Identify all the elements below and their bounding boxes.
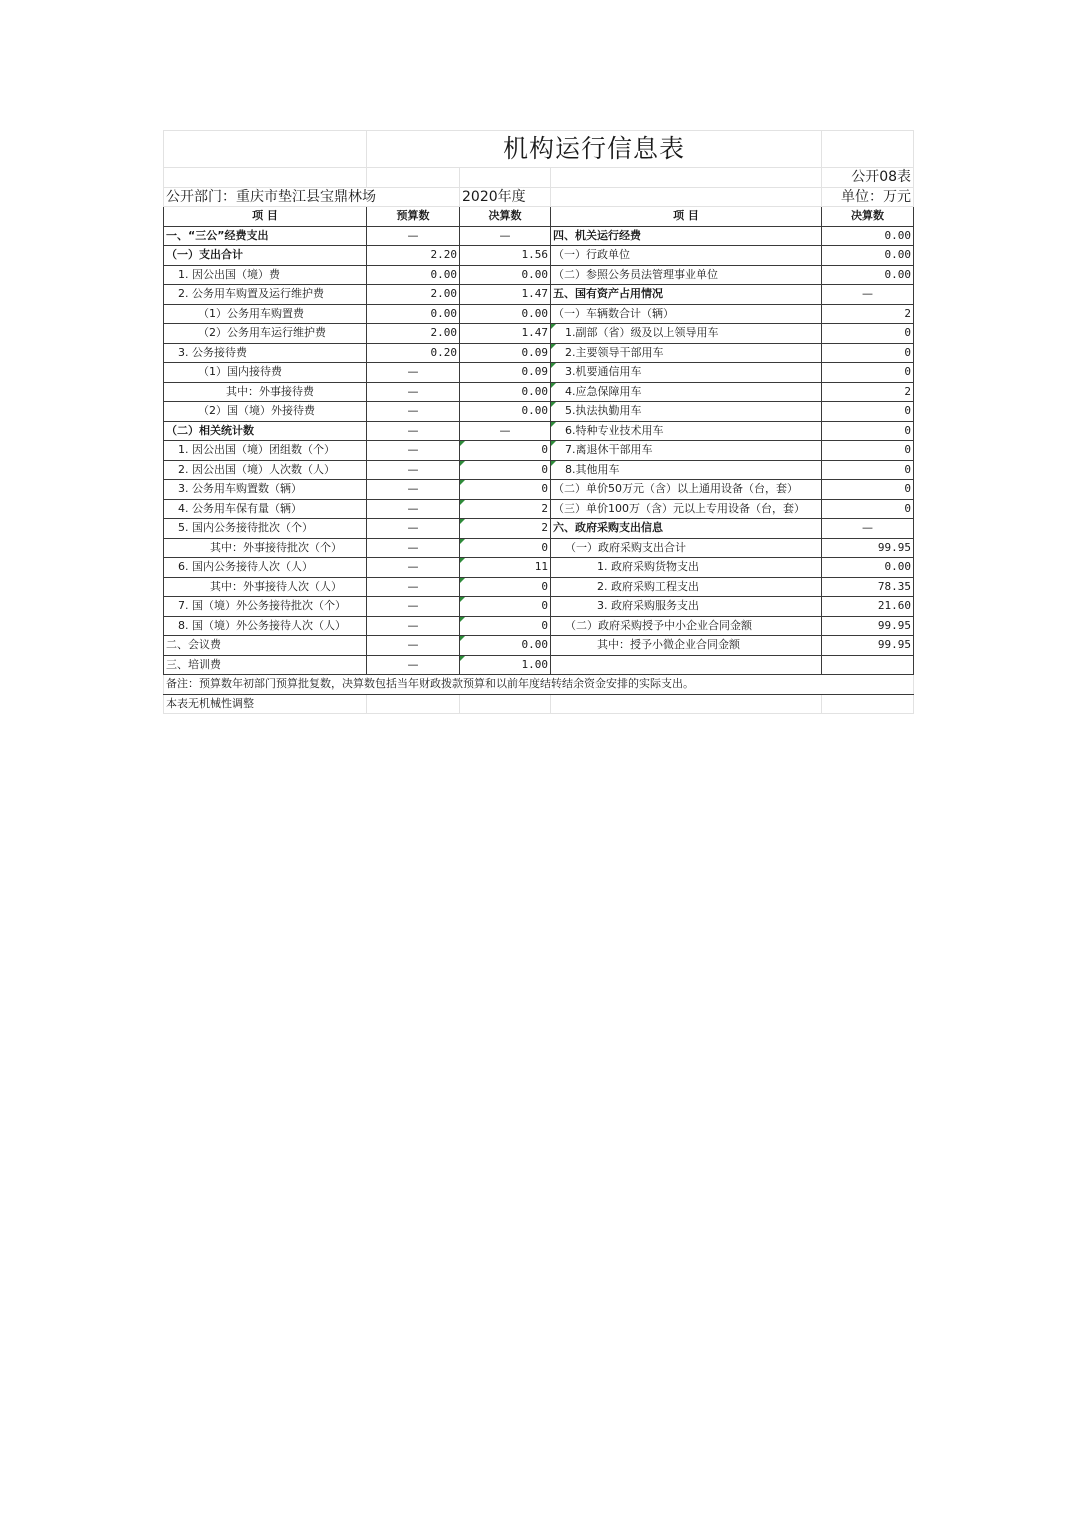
item-left: 3. 公务接待费	[164, 343, 367, 363]
item-left: 其中：外事接待人次（人）	[164, 577, 367, 597]
table-row	[164, 343, 914, 363]
final-value-right: 0.00	[822, 226, 914, 246]
item-left: 2. 公务用车购置及运行维护费	[164, 285, 367, 305]
budget-value: 2.20	[367, 246, 460, 266]
item-left: 一、“三公”经费支出	[164, 226, 367, 246]
table-row	[164, 441, 914, 461]
final-value: 0.00	[460, 265, 551, 285]
table-row	[164, 558, 914, 578]
final-value: 0.00	[460, 636, 551, 656]
final-value: 0	[460, 577, 551, 597]
item-left: 三、培训费	[164, 655, 367, 675]
final-value-right: 99.95	[822, 538, 914, 558]
table-row	[164, 597, 914, 617]
header-row	[164, 207, 914, 227]
page-title: 机构运行信息表	[367, 131, 822, 168]
budget-value: —	[367, 538, 460, 558]
empty-cell	[460, 694, 551, 714]
item-left: 其中：外事接待费	[164, 382, 367, 402]
final-value: 0.09	[460, 343, 551, 363]
budget-value: —	[367, 441, 460, 461]
header-item-left: 项 目	[164, 207, 367, 227]
item-right: （一）行政单位	[551, 246, 822, 266]
department-label: 公开部门：重庆市垫江县宝鼎林场	[164, 187, 460, 207]
budget-value: —	[367, 616, 460, 636]
budget-value: —	[367, 597, 460, 617]
item-left: 1. 因公出国（境）费	[164, 265, 367, 285]
budget-value: —	[367, 655, 460, 675]
form-no-row	[164, 168, 914, 188]
final-value-right: 0.00	[822, 246, 914, 266]
item-left: （一）支出合计	[164, 246, 367, 266]
table-row	[164, 636, 914, 656]
budget-value: —	[367, 421, 460, 441]
header-item-right: 项 目	[551, 207, 822, 227]
table-row	[164, 480, 914, 500]
item-right: 8.其他用车	[551, 460, 822, 480]
final-value-right: 0	[822, 402, 914, 422]
final-value: 0.00	[460, 402, 551, 422]
info-table	[163, 130, 914, 714]
item-left: 6. 国内公务接待人次（人）	[164, 558, 367, 578]
table-row	[164, 538, 914, 558]
final-value-right: 2	[822, 382, 914, 402]
item-left: 其中：外事接待批次（个）	[164, 538, 367, 558]
table-row	[164, 655, 914, 675]
item-right: （一）车辆数合计（辆）	[551, 304, 822, 324]
final-value: 0	[460, 460, 551, 480]
footer-row	[164, 694, 914, 714]
budget-value: 0.20	[367, 343, 460, 363]
budget-value: —	[367, 519, 460, 539]
table-row	[164, 382, 914, 402]
budget-value: —	[367, 402, 460, 422]
item-left: 7. 国（境）外公务接待批次（个）	[164, 597, 367, 617]
budget-value: —	[367, 636, 460, 656]
final-value: 1.00	[460, 655, 551, 675]
budget-value: —	[367, 499, 460, 519]
info-sheet	[163, 130, 913, 714]
final-value-right: 0	[822, 421, 914, 441]
final-value-right: 99.95	[822, 616, 914, 636]
item-left: 1. 因公出国（境）团组数（个）	[164, 441, 367, 461]
header-final-right: 决算数	[822, 207, 914, 227]
final-value: 2	[460, 519, 551, 539]
table-row	[164, 265, 914, 285]
final-value: 0	[460, 616, 551, 636]
item-right: 五、国有资产占用情况	[551, 285, 822, 305]
item-left: 5. 国内公务接待批次（个）	[164, 519, 367, 539]
item-right: 3.机要通信用车	[551, 363, 822, 383]
final-value: 1.56	[460, 246, 551, 266]
final-value-right: 0	[822, 343, 914, 363]
table-row	[164, 246, 914, 266]
final-value: 1.47	[460, 285, 551, 305]
budget-value: 2.00	[367, 285, 460, 305]
item-left: 8. 国（境）外公务接待人次（人）	[164, 616, 367, 636]
item-right: 1. 政府采购货物支出	[551, 558, 822, 578]
budget-value: —	[367, 460, 460, 480]
final-value: 0.09	[460, 363, 551, 383]
final-value-right: 0	[822, 363, 914, 383]
item-right: 2.主要领导干部用车	[551, 343, 822, 363]
final-value-right: 78.35	[822, 577, 914, 597]
item-left: （1）公务用车购置费	[164, 304, 367, 324]
table-row	[164, 616, 914, 636]
final-value-right: 21.60	[822, 597, 914, 617]
budget-value: —	[367, 363, 460, 383]
final-value: 1.47	[460, 324, 551, 344]
final-value: 0.00	[460, 382, 551, 402]
final-value: 0	[460, 597, 551, 617]
budget-value: 0.00	[367, 265, 460, 285]
final-value-right	[822, 655, 914, 675]
final-value-right: 0	[822, 460, 914, 480]
item-right: 1.副部（省）级及以上领导用车	[551, 324, 822, 344]
final-value: 2	[460, 499, 551, 519]
final-value-right: —	[822, 285, 914, 305]
item-right	[551, 655, 822, 675]
footer-text: 本表无机械性调整	[164, 694, 367, 714]
table-row	[164, 304, 914, 324]
item-left: 二、会议费	[164, 636, 367, 656]
table-row	[164, 421, 914, 441]
item-right: （二）政府采购授予中小企业合同金额	[551, 616, 822, 636]
final-value: 0.00	[460, 304, 551, 324]
final-value-right: 0.00	[822, 558, 914, 578]
budget-value: 0.00	[367, 304, 460, 324]
budget-value: 2.00	[367, 324, 460, 344]
final-value: 0	[460, 441, 551, 461]
item-left: （1）国内接待费	[164, 363, 367, 383]
form-number: 公开08表	[822, 168, 914, 188]
item-right: （二）单价50万元（含）以上通用设备（台，套）	[551, 480, 822, 500]
final-value-right: 0	[822, 324, 914, 344]
title-row	[164, 131, 914, 168]
item-right: 6.特种专业技术用车	[551, 421, 822, 441]
table-row	[164, 324, 914, 344]
item-right: 5.执法执勤用车	[551, 402, 822, 422]
table-row	[164, 499, 914, 519]
empty-cell	[551, 694, 822, 714]
item-right: 四、机关运行经费	[551, 226, 822, 246]
item-left: （2）国（境）外接待费	[164, 402, 367, 422]
year-label: 2020年度	[460, 187, 551, 207]
item-right: （三）单价100万（含）元以上专用设备（台，套）	[551, 499, 822, 519]
item-left: 3. 公务用车购置数（辆）	[164, 480, 367, 500]
item-right: 其中：授予小微企业合同金额	[551, 636, 822, 656]
item-right: 3. 政府采购服务支出	[551, 597, 822, 617]
table-row	[164, 226, 914, 246]
final-value-right: 0.00	[822, 265, 914, 285]
header-budget: 预算数	[367, 207, 460, 227]
item-left: （二）相关统计数	[164, 421, 367, 441]
unit-label: 单位：万元	[822, 187, 914, 207]
item-right: （一）政府采购支出合计	[551, 538, 822, 558]
final-value: —	[460, 421, 551, 441]
final-value: 0	[460, 480, 551, 500]
final-value-right: 2	[822, 304, 914, 324]
item-right: 六、政府采购支出信息	[551, 519, 822, 539]
note-text: 备注：预算数年初部门预算批复数，决算数包括当年财政拨款预算和以前年度结转结余资金安排的实际支出。	[164, 675, 914, 695]
final-value: 0	[460, 538, 551, 558]
budget-value: —	[367, 577, 460, 597]
item-right: （二）参照公务员法管理事业单位	[551, 265, 822, 285]
budget-value: —	[367, 558, 460, 578]
item-right: 4.应急保障用车	[551, 382, 822, 402]
final-value-right: 99.95	[822, 636, 914, 656]
final-value-right: 0	[822, 441, 914, 461]
table-row	[164, 577, 914, 597]
meta-row	[164, 187, 914, 207]
header-final: 决算数	[460, 207, 551, 227]
table-row	[164, 402, 914, 422]
final-value-right: —	[822, 519, 914, 539]
final-value: 11	[460, 558, 551, 578]
budget-value: —	[367, 480, 460, 500]
table-row	[164, 363, 914, 383]
table-row	[164, 519, 914, 539]
final-value-right: 0	[822, 499, 914, 519]
final-value-right: 0	[822, 480, 914, 500]
table-row	[164, 460, 914, 480]
budget-value: —	[367, 382, 460, 402]
note-row	[164, 675, 914, 695]
item-left: （2）公务用车运行维护费	[164, 324, 367, 344]
final-value: —	[460, 226, 551, 246]
item-left: 4. 公务用车保有量（辆）	[164, 499, 367, 519]
item-right: 2. 政府采购工程支出	[551, 577, 822, 597]
budget-value: —	[367, 226, 460, 246]
item-left: 2. 因公出国（境）人次数（人）	[164, 460, 367, 480]
empty-cell	[822, 694, 914, 714]
item-right: 7.离退休干部用车	[551, 441, 822, 461]
table-row	[164, 285, 914, 305]
empty-cell	[367, 694, 460, 714]
